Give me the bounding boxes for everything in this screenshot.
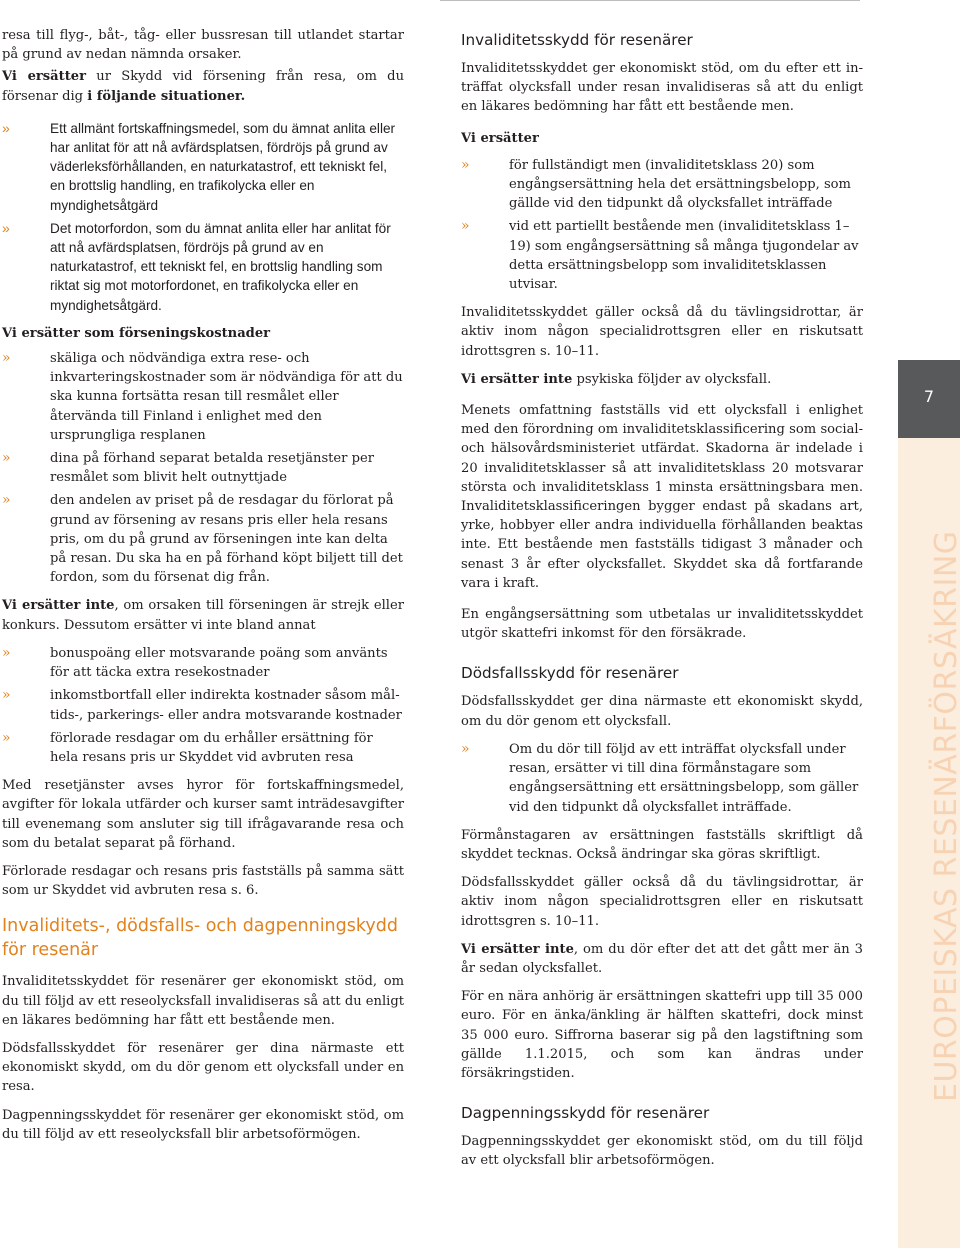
list-item-text: Det motorfordon, som du ämnat anlita eller har anlitat för att nå avfärdsplatsen, fördröjs på grund av en naturkatastrof, ett tekniskt fel, en brottslig handling som riktat sig mot motorfordonet, en trafikolycka eller en myndighetsåtgärd. — [50, 220, 391, 313]
bold-situations: i följande situationer. — [87, 88, 246, 104]
list-item — [461, 217, 863, 294]
heading-dodsfallsskydd: Dödsfallsskydd för resenärer — [461, 664, 679, 683]
list-item — [2, 449, 404, 487]
psyk-text: psykiska följder av olycksfall. — [572, 371, 772, 387]
bold-vi-ersatter-inte: Vi ersätter inte — [461, 371, 573, 387]
list-item-text: Om du dör till följd av ett inträffat olycksfall under resan, ersätter vi till dina förmånstagare som engångsersättning ett ersättningsbelopp, som gäller vid den tidpunkt då olycksfallet inträffade. — [509, 741, 859, 815]
list-item-text: skäliga och nödvändiga extra rese- och inkvarteringskostnader som är nödvändiga för att du ska kunna fortsätta resan till resmålet eller återvända till Finland i enlighet med den ursprungliga resplanen — [50, 351, 403, 443]
list-item — [461, 156, 863, 214]
invaliditet-paragraph: Invaliditetsskyddet för resenärer ger ekonomiskt stöd, om du till följd av ett reseolycksfall invalidiseras så att du enligt en läkares bedömning har fått ett bestående men. — [2, 974, 404, 1028]
inv-compensation-list — [461, 156, 863, 294]
chevron-right-icon: » — [461, 156, 470, 173]
intro-situations — [2, 67, 404, 105]
dodsfall-paragraph: Dödsfallsskyddet för resenärer ger dina närmaste ett ekonomiskt skydd, om du dör genom ett olycksfall under en resa. — [2, 1040, 404, 1095]
list-item-text: förlorade resdagar om du erhåller ersättning för hela resans pris ur Skyddet vid avbruten resa — [50, 730, 373, 765]
heading-dagpenningsskydd: Dagpenningsskydd för resenärer — [461, 1104, 710, 1123]
engang-paragraph: En engångsersättning som utbetalas ur invaliditetsskyddet utgör skattefri inkomst för den försäkrade. — [461, 607, 863, 642]
list-item-text: bonuspoäng eller motsvarande poäng som använts för att täcka extra resekostnader — [50, 645, 388, 681]
anhorig-paragraph: För en nära anhörig är ersättningen skattefri upp till 35 000 euro. För en änka/änkling är hälften skattefri, dock minst 35 000 euro. Siffrorna baserar sig på den lagstiftning som gällde 1.1.2015, och som kan ändras under försäkringstiden. — [461, 989, 863, 1081]
formanstagare-paragraph: Förmånstagaren av ersättningen fastställs skriftligt då skyddet tecknas. Också ändringar ska göras skriftligt. — [461, 827, 863, 862]
list-item-text: för fullständigt men (invaliditetsklass 20) som engångsersättning hela det ersättningsbelopp, som gällde vid den tidpunkt då olycksfallet inträffade — [509, 157, 851, 212]
exclusions-list — [2, 644, 404, 767]
chevron-right-icon: » — [2, 687, 11, 704]
list-item — [2, 729, 404, 767]
list-item — [2, 686, 404, 724]
chevron-right-icon: » — [2, 644, 11, 661]
intro-text: ur Skydd vid försening från resa, om du försenar dig — [2, 69, 404, 104]
list-item-text: den andelen av priset på de resdagar du förlorat på grund av försening av resans pris eller hela resans pris, om du på grund av förseningen inte kan delta på resan. Du ska ha en på förhand köpt biljett till det fordon, som du försenat dig från. — [50, 493, 403, 586]
intro-paragraph: resa till flyg-, båt-, tåg- eller bussresan till utlandet startar på grund av nedan nämnda orsaker. — [2, 28, 404, 63]
chevron-right-icon: » — [2, 119, 10, 136]
bold-vi-ersatter: Vi ersätter — [2, 69, 86, 85]
chevron-right-icon: » — [2, 450, 11, 467]
list-item-text: vid ett partiellt bestående men (invaliditetsklass 1–19) som engångsersättning så många tjugondelar av detta ersättningsbelopp som invaliditetsklassen utvisar. — [509, 219, 859, 293]
list-item-text: inkomstbortfall eller indirekta kostnader såsom måltids-, parkerings- eller andra motsvarande kostnader — [50, 688, 402, 723]
dod-intro-paragraph: Dödsfallsskyddet ger dina närmaste ett ekonomiskt skydd, om du dör genom ett olycksfall. — [461, 694, 863, 729]
left-column — [2, 26, 404, 1153]
list-item — [2, 644, 404, 682]
heading-invaliditetsskydd: Invaliditetsskydd för resenärer — [461, 31, 693, 49]
exclusions-text: , om orsaken till förseningen är strejk eller konkurs. Dessutom ersätter vi inte bland annat — [2, 598, 404, 633]
vertical-title: EUROPEISKAS RESENÄRFÖRSÄKRING — [929, 530, 964, 1102]
dag-paragraph: Dagpenningsskyddet ger ekonomiskt stöd, om du till följd av ett olycksfall blir arbetsoförmögen. — [461, 1134, 863, 1169]
list-item — [461, 740, 863, 817]
top-rule — [440, 0, 860, 1]
list-item — [2, 219, 404, 315]
chevron-right-icon: » — [461, 740, 470, 757]
section-heading-skydd: Invaliditets-, dödsfalls- och dagpenningskydd för resenär — [2, 916, 398, 961]
chevron-right-icon: » — [461, 218, 470, 235]
bold-vi-ersatter-inte: Vi ersätter inte — [2, 598, 115, 614]
inv-sport-paragraph: Invaliditetsskyddet gäller också då du tävlingsidrottar, är aktiv inom någon specialidrottsgren eller en riskutsatt idrottsgren s. 10–11. — [461, 305, 863, 359]
page-number-tab — [898, 360, 960, 438]
page-number: 7 — [923, 387, 935, 406]
heading-forseningskostnader: Vi ersätter som förseningskostnader — [2, 325, 271, 341]
delay-causes-list — [2, 119, 404, 315]
list-item — [2, 491, 404, 587]
list-item-text: Ett allmänt fortskaffningsmedel, som du ämnat anlita eller har anlitat för att nå avfärdsplatsen, fördröjs på grund av väderleksförhållanden, en naturkatastrof, ett tekniskt fel, en brottslig handling, en trafikolycka eller en myndighetsåtgärd — [50, 120, 396, 213]
list-item — [2, 349, 404, 445]
forlorade-paragraph: Förlorade resdagar och resans pris fastställs på samma sätt som ur Skyddet vid avbruten resa s. 6. — [2, 863, 404, 899]
chevron-right-icon: » — [2, 492, 11, 509]
exclusions-paragraph — [2, 596, 404, 634]
heading-vi-ersatter: Vi ersätter — [461, 130, 539, 146]
costs-list — [2, 349, 404, 587]
dagpenning-paragraph: Dagpenningsskyddet för resenärer ger ekonomiskt stöd, om du till följd av ett reseolycksfall blir arbetsoförmögen. — [2, 1107, 404, 1142]
dod-sport-paragraph: Dödsfallsskyddet gäller också då du tävlingsidrottar, är aktiv inom någon specialidrottsgren eller en riskutsatt idrottsgren s. 10–11. — [461, 875, 863, 929]
bold-vi-ersatter-inte: Vi ersätter inte — [461, 941, 574, 957]
dod-compensation-list — [461, 740, 863, 817]
inv-intro-paragraph: Invaliditetsskyddet ger ekonomiskt stöd, om du efter ett inträffat olycksfall under resan invalidiseras så att du enligt en läkares bedömning har fått ett bestående men. — [461, 61, 863, 115]
chevron-right-icon: » — [2, 350, 11, 367]
resetjanster-paragraph: Med resetjänster avses hyror för fortskaffningsmedel, avgifter för lokala utfärder och kurser samt inträdesavgifter till evenemang som ansluter sig till ifrågavarande resa och som du betalat separat på förhand. — [2, 778, 404, 851]
chevron-right-icon: » — [2, 219, 10, 236]
dod-exclusion-text: , om du dör efter det att det gått mer än 3 år sedan olycksfallet. — [461, 941, 863, 976]
chevron-right-icon: » — [2, 729, 11, 746]
list-item-text: dina på förhand separat betalda resetjänster per resmålet som blivit helt outnyttjade — [50, 451, 374, 486]
list-item — [2, 119, 404, 215]
dod-exclusion-paragraph — [461, 940, 863, 978]
psykiska-paragraph — [461, 370, 863, 389]
menets-paragraph: Menets omfattning fastställs vid ett olycksfall i enlighet med den förordning om invaliditetsklassificering som social- och hälsovårdsministeriet utfärdat. Skadorna är indelade i 20 invaliditetsklasser så att invaliditetsklass 20 motsvarar största och invaliditetsklass 1 minsta ersättningsbara men. Invaliditetsklassificeringen bygger endast på skadans art, yrke, hobbyer eller andra individuella förhållanden beaktas inte. Ett bestående men fastställs tidigast 3 månader och senast 3 år efter olycksfallet. Skyddet ska då fortfarande vara i kraft. — [461, 403, 863, 591]
right-column — [461, 30, 863, 1180]
